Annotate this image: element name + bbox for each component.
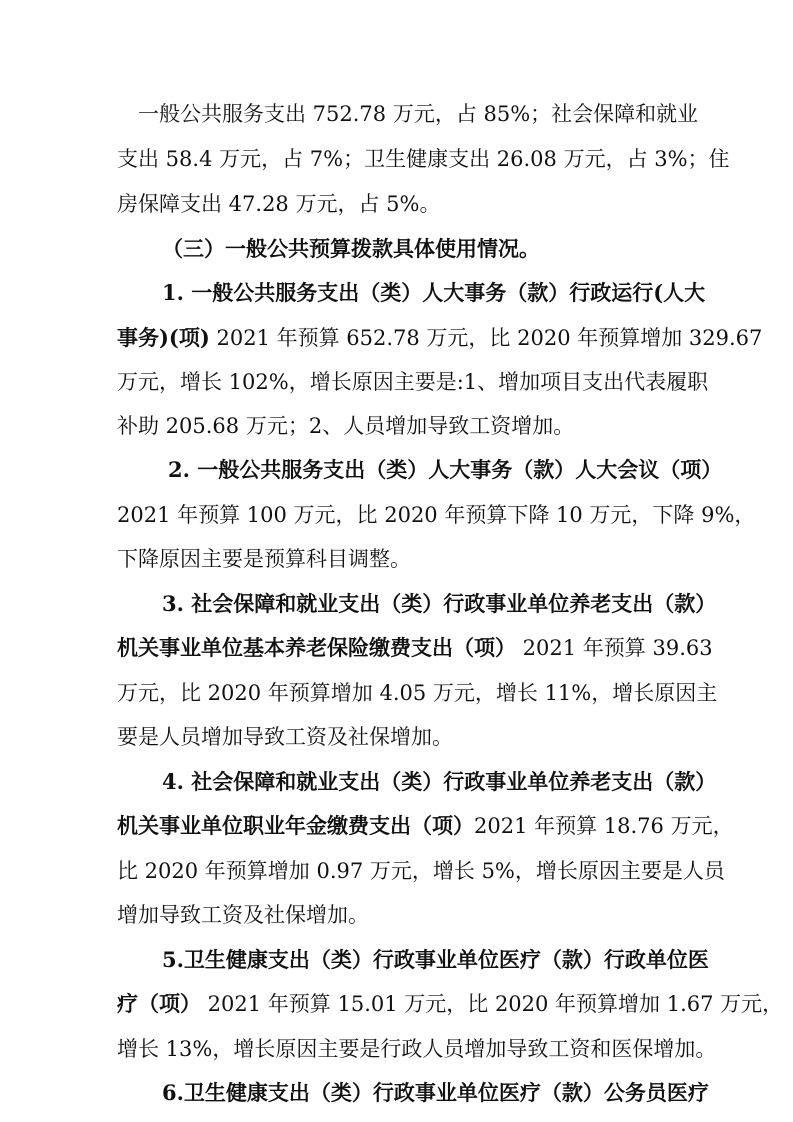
paragraph-1-line-2 bbox=[117, 147, 730, 171]
item-1-line-3 bbox=[117, 370, 709, 394]
text-run: 1. 一般公共服务支出（类）人大事务（款）行政运行(人大 bbox=[162, 280, 706, 305]
item-4-line-3 bbox=[117, 859, 725, 883]
text-run: 一般公共服务支出 752.78 万元，占 85%；社会保障和就业 bbox=[117, 102, 699, 126]
paragraph-1-line-3 bbox=[117, 192, 697, 216]
text-run: 5.卫生健康支出（类）行政事业单位医疗（款）行政单位医 bbox=[162, 947, 709, 972]
bold-run: 疗（项） bbox=[117, 991, 201, 1016]
item-1-line-2 bbox=[117, 325, 763, 350]
item-2-line-3 bbox=[117, 547, 697, 571]
text-run: 2021 年预算 652.78 万元，比 2020 年预算增加 329.67 bbox=[209, 326, 763, 350]
text-run: 万元，增长 102%，增长原因主要是:1、增加项目支出代表履职 bbox=[117, 370, 709, 394]
item-5-line-1 bbox=[162, 947, 709, 972]
text-run: 2. 一般公共服务支出（类）人大事务（款）人大会议（项） bbox=[168, 457, 723, 482]
item-3-line-1 bbox=[162, 591, 717, 616]
bold-run: 事务)(项) bbox=[117, 325, 210, 350]
item-2-line-2 bbox=[117, 503, 756, 527]
item-4-line-2 bbox=[117, 813, 734, 838]
text-run: 万元，比 2020 年预算增加 4.05 万元，增长 11%，增长原因主 bbox=[117, 681, 718, 705]
text-run: 2021 年预算 100 万元，比 2020 年预算下降 10 万元，下降 9%， bbox=[117, 503, 756, 527]
text-run: 支出 58.4 万元，占 7%；卫生健康支出 26.08 万元，占 3%；住 bbox=[117, 147, 730, 171]
item-4-line-4 bbox=[117, 903, 697, 927]
text-run: 3. 社会保障和就业支出（类）行政事业单位养老支出（款） bbox=[162, 591, 717, 616]
text-run: 2021 年预算 39.63 bbox=[516, 636, 713, 660]
text-run: 房保障支出 47.28 万元，占 5%。 bbox=[117, 192, 441, 216]
text-run: 比 2020 年预算增加 0.97 万元，增长 5%，增长原因主要是人员 bbox=[117, 859, 725, 883]
item-5-line-3 bbox=[117, 1037, 717, 1061]
text-run: 补助 205.68 万元；2、人员增加导致工资增加。 bbox=[117, 414, 575, 438]
item-3-line-3 bbox=[117, 681, 718, 705]
item-1-line-1 bbox=[162, 280, 706, 305]
text-run: （三）一般公共预算拨款具体使用情况。 bbox=[162, 236, 540, 261]
item-4-line-1 bbox=[162, 769, 717, 794]
bold-run: 机关事业单位基本养老保险缴费支出（项） bbox=[117, 635, 516, 660]
text-run: 2021 年预算 15.01 万元，比 2020 年预算增加 1.67 万元， bbox=[201, 992, 784, 1016]
item-6-line-1 bbox=[162, 1080, 709, 1105]
text-run: 要是人员增加导致工资及社保增加。 bbox=[117, 725, 453, 749]
item-3-line-4 bbox=[117, 725, 697, 749]
item-3-line-2 bbox=[117, 635, 713, 660]
bold-run: 机关事业单位职业年金缴费支出（项） bbox=[117, 813, 474, 838]
item-1-line-4 bbox=[117, 414, 697, 438]
paragraph-1-line-1 bbox=[117, 102, 697, 126]
text-run: 6.卫生健康支出（类）行政事业单位医疗（款）公务员医疗 bbox=[162, 1080, 709, 1105]
text-run: 4. 社会保障和就业支出（类）行政事业单位养老支出（款） bbox=[162, 769, 717, 794]
section-heading bbox=[162, 237, 682, 261]
item-2-line-1 bbox=[168, 457, 723, 482]
text-run: 下降原因主要是预算科目调整。 bbox=[117, 547, 411, 571]
text-run: 2021 年预算 18.76 万元， bbox=[474, 814, 734, 838]
text-run: 增加导致工资及社保增加。 bbox=[117, 903, 369, 927]
text-run: 增长 13%，增长原因主要是行政人员增加导致工资和医保增加。 bbox=[117, 1037, 717, 1061]
item-5-line-2 bbox=[117, 991, 784, 1016]
